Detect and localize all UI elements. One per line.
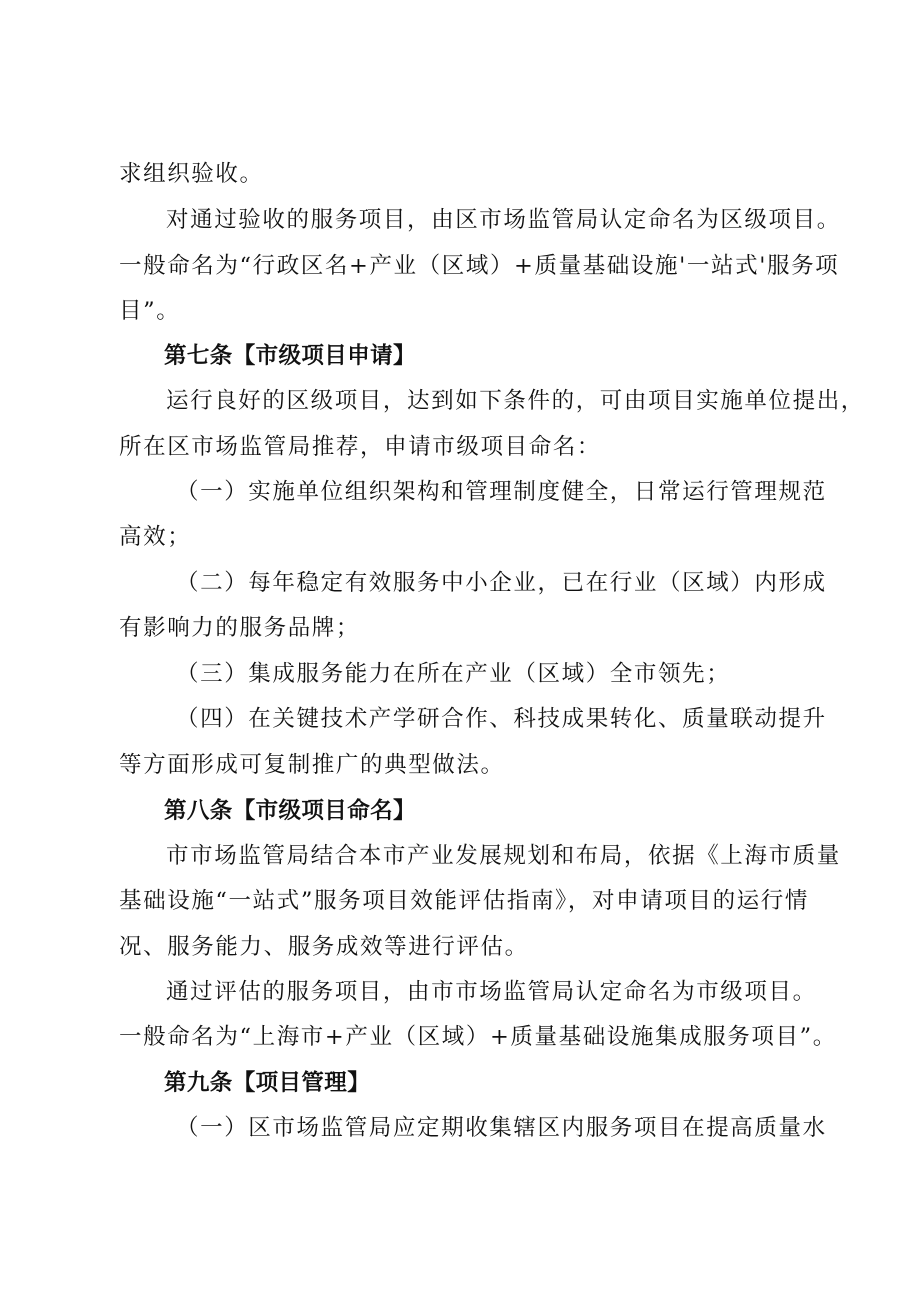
article-heading-9: 第九条【项目管理】 bbox=[164, 1070, 371, 1096]
text-line: 高效； bbox=[119, 524, 192, 550]
text-line: 况、服务能力、服务成效等进行评估。 bbox=[119, 934, 529, 960]
text-line: 等方面形成可复制推广的典型做法。 bbox=[119, 752, 505, 778]
text-line: 有影响力的服务品牌； bbox=[119, 615, 361, 641]
text-line: 市市场监管局结合本市产业发展规划和布局，依据《上海市质量 bbox=[166, 843, 841, 869]
text-line: 一般命名为“行政区名+产业（区域）+质量基础设施'一站式'服务项 bbox=[119, 253, 840, 279]
text-line: 目”。 bbox=[119, 298, 181, 324]
list-item-line: （二）每年稳定有效服务中小企业，已在行业（区域）内形成 bbox=[176, 570, 827, 596]
text-line: 通过评估的服务项目，由市市场监管局认定命名为市级项目。 bbox=[166, 979, 817, 1005]
text-line: 基础设施“一站式”服务项目效能评估指南》，对申请项目的运行情 bbox=[119, 888, 809, 914]
text-line: 所在区市场监管局推荐，申请市级项目命名： bbox=[119, 434, 602, 460]
text-line: 运行良好的区级项目，达到如下条件的，可由项目实施单位提出， bbox=[166, 388, 865, 414]
list-item-line: （三）集成服务能力在所在产业（区域）全市领先； bbox=[176, 661, 731, 687]
article-heading-8: 第八条【市级项目命名】 bbox=[164, 798, 416, 824]
text-line: 求组织验收。 bbox=[119, 161, 264, 187]
list-item-line: （一）区市场监管局应定期收集辖区内服务项目在提高质量水 bbox=[176, 1115, 827, 1141]
list-item-line: （一）实施单位组织架构和管理制度健全，日常运行管理规范 bbox=[176, 479, 827, 505]
text-line: 一般命名为“上海市+产业（区域）+质量基础设施集成服务项目”。 bbox=[119, 1024, 837, 1050]
text-line: 对通过验收的服务项目，由区市场监管局认定命名为区级项目。 bbox=[166, 207, 841, 233]
list-item-line: （四）在关键技术产学研合作、科技成果转化、质量联动提升 bbox=[176, 706, 827, 732]
article-heading-7: 第七条【市级项目申请】 bbox=[164, 343, 416, 369]
